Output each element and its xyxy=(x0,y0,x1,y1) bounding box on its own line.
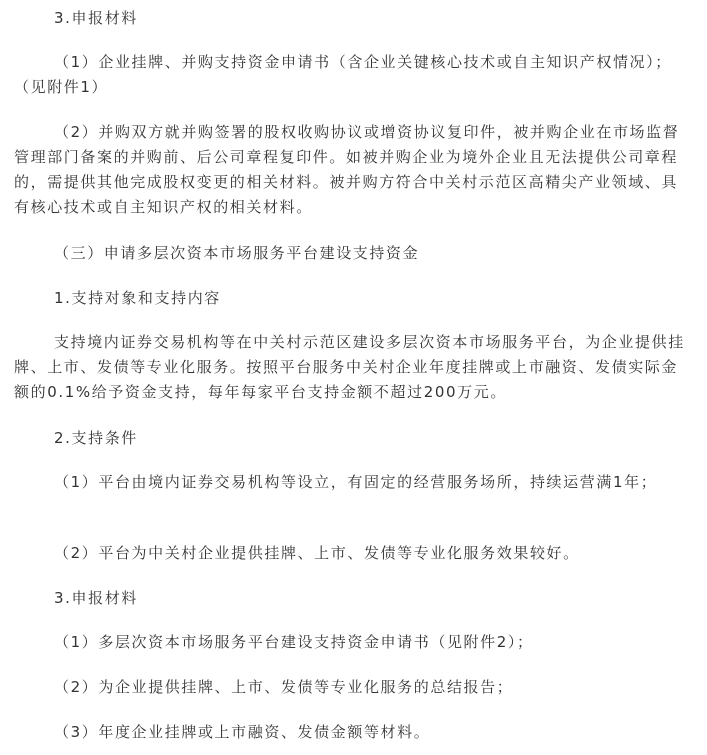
heading-support-conditions: 2.支持条件 xyxy=(54,429,138,447)
paragraph-condition-2: （2）平台为中关村企业提供挂牌、上市、发债等专业化服务效果较好。 xyxy=(54,544,580,562)
paragraph-support-content: 支持境内证券交易机构等在中关村示范区建设多层次资本市场服务平台，为企业提供挂牌、上市、发债等专业化服务。按照平台服务中关村企业年度挂牌或上市融资、发债实际金额的0.1%给予资金支持，每年每家平台支持金额不超过200万元。 xyxy=(14,333,685,401)
paragraph-item-1-application-form: （1）企业挂牌、并购支持资金申请书（含企业关键核心技术或自主知识产权情况）；（见附件1） xyxy=(14,53,672,96)
heading-application-materials-2: 3.申报材料 xyxy=(54,589,138,607)
paragraph-condition-1: （1）平台由境内证券交易机构等设立，有固定的经营服务场所，持续运营满1年； xyxy=(54,473,658,491)
paragraph-item-2-merger-documents: （2）并购双方就并购签署的股权收购协议或增资协议复印件，被并购企业在市场监督管理部门备案的并购前、后公司章程复印件。如被并购企业为境外企业且无法提供公司章程的，需提供其他完成股权变更的相关材料。被并购方符合中关村示范区高精尖产业领域、具有核心技术或自主知识产权的相关材料。 xyxy=(14,123,680,216)
paragraph-material-3: （3）年度企业挂牌或上市融资、发债金额等材料。 xyxy=(54,723,431,741)
paragraph-material-2: （2）为企业提供挂牌、上市、发债等专业化服务的总结报告； xyxy=(54,678,514,696)
heading-support-targets: 1.支持对象和支持内容 xyxy=(54,289,221,307)
heading-application-materials: 3.申报材料 xyxy=(54,9,138,27)
paragraph-material-1: （1）多层次资本市场服务平台建设支持资金申请书（见附件2）； xyxy=(54,633,534,651)
section-heading-capital-market-platform: （三）申请多层次资本市场服务平台建设支持资金 xyxy=(54,244,420,262)
